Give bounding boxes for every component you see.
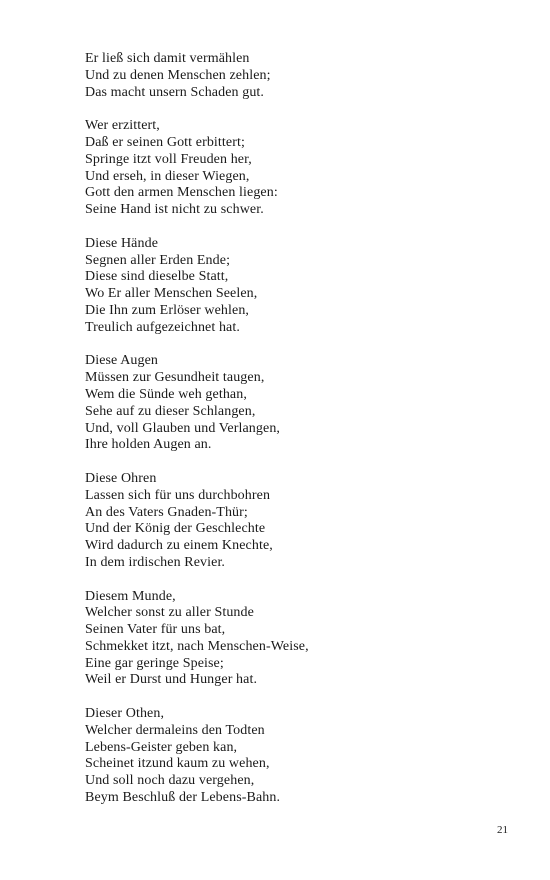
verse-line: Seinen Vater für uns bat, xyxy=(85,622,226,638)
verse-line: Wer erzittert, xyxy=(85,118,160,134)
stanza xyxy=(85,236,505,337)
verse-line: Eine gar geringe Speise; xyxy=(85,655,224,671)
page-number: 21 xyxy=(497,824,508,836)
verse-line: Er ließ sich damit vermählen xyxy=(85,51,250,66)
verse-line: Und zu denen Menschen zehlen; xyxy=(85,67,271,83)
verse-line: Wo Er aller Menschen Seelen, xyxy=(85,286,258,302)
poem-body xyxy=(85,51,505,824)
verse-line: Gott den armen Menschen liegen: xyxy=(85,185,278,201)
verse-line: Und der König der Geschlechte xyxy=(85,521,266,537)
verse-line: Diesem Munde, xyxy=(85,588,176,604)
verse-line: Sehe auf zu dieser Schlangen, xyxy=(85,403,256,419)
verse-line: Dieser Othen, xyxy=(85,706,165,722)
verse-line: Lebens-Geister geben kan, xyxy=(85,739,238,755)
stanza xyxy=(85,353,505,454)
verse-line: Diese Augen xyxy=(85,353,159,369)
verse-line: Die Ihn zum Erlöser wehlen, xyxy=(85,302,250,318)
verse-line: Und erseh, in dieser Wiegen, xyxy=(85,168,250,184)
verse-line: In dem irdischen Revier. xyxy=(85,554,226,570)
verse-line: Beym Beschluß der Lebens-Bahn. xyxy=(85,790,281,806)
verse-line: Welcher dermaleins den Todten xyxy=(85,722,265,738)
stanza xyxy=(85,51,505,101)
verse-line: Scheinet itzund kaum zu wehen, xyxy=(85,756,270,772)
stanza xyxy=(85,471,505,572)
verse-line: An des Vaters Gnaden-Thür; xyxy=(85,504,248,520)
verse-line: Diese sind dieselbe Statt, xyxy=(85,269,229,285)
verse-line: Müssen zur Gesundheit taugen, xyxy=(85,370,265,386)
verse-line: Wird dadurch zu einem Knechte, xyxy=(85,538,273,554)
verse-line: Diese Hände xyxy=(85,235,159,251)
stanza xyxy=(85,118,505,219)
verse-line: Seine Hand ist nicht zu schwer. xyxy=(85,202,264,218)
verse-line: Ihre holden Augen an. xyxy=(85,437,212,453)
verse-line: Daß er seinen Gott erbittert; xyxy=(85,134,245,150)
verse-line: Und soll noch dazu vergehen, xyxy=(85,773,255,789)
verse-line: Lassen sich für uns durchbohren xyxy=(85,487,271,503)
verse-line: Wem die Sünde weh gethan, xyxy=(85,386,247,402)
verse-line: Und, voll Glauben und Verlangen, xyxy=(85,420,281,436)
verse-line: Schmekket itzt, nach Menschen-Weise, xyxy=(85,638,309,654)
verse-line: Springe itzt voll Freuden her, xyxy=(85,151,252,167)
verse-line: Segnen aller Erden Ende; xyxy=(85,252,231,268)
stanza xyxy=(85,589,505,690)
stanza xyxy=(85,706,505,807)
verse-line: Welcher sonst zu aller Stunde xyxy=(85,605,254,621)
verse-line: Treulich aufgezeichnet hat. xyxy=(85,319,240,335)
verse-line: Das macht unsern Schaden gut. xyxy=(85,84,265,100)
verse-line: Diese Ohren xyxy=(85,470,157,486)
verse-line: Weil er Durst und Hunger hat. xyxy=(85,672,258,688)
